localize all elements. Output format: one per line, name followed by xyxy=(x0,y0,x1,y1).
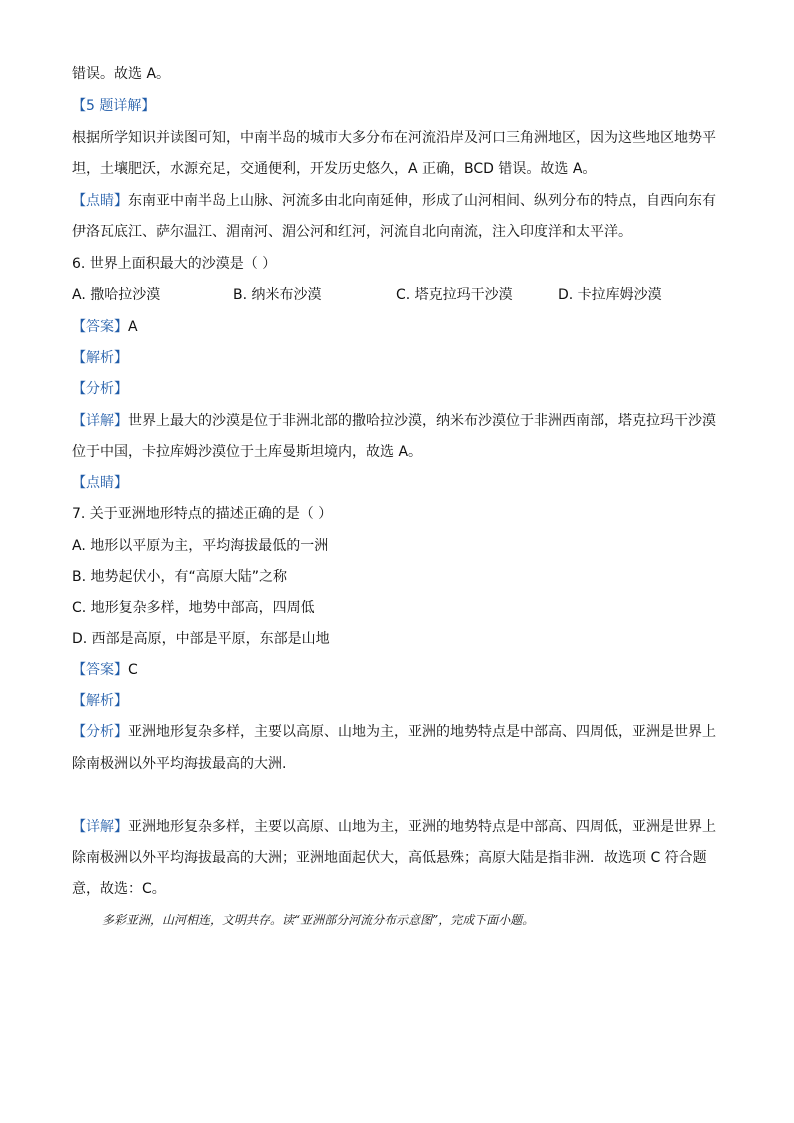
q7-detail xyxy=(72,817,716,837)
q6-answer xyxy=(72,317,138,337)
text-line: 除南极洲以外平均海拔最高的大洲. xyxy=(72,756,287,772)
q7-jiexi-label: 【解析】 xyxy=(72,693,128,709)
fenxi-text: 亚洲地形复杂多样，主要以高原、山地为主，亚洲的地势特点是中部高、四周低，亚洲是世界上 xyxy=(128,724,716,740)
text-line: 意，故选：C。 xyxy=(72,881,166,897)
answer-label: 【答案】 xyxy=(72,662,128,678)
q6-detail xyxy=(72,411,716,431)
text-line: 坦，土壤肥沃，水源充足，交通便利，开发历史悠久，A 正确，BCD 错误。故选 A。 xyxy=(72,161,597,177)
answer-value: C xyxy=(128,662,138,678)
detail-label: 【详解】 xyxy=(72,819,128,835)
q6-option-c: C. 塔克拉玛干沙漠 xyxy=(396,287,513,303)
q6-option-d: D. 卡拉库姆沙漠 xyxy=(558,287,662,303)
q6-dianjing-label: 【点睛】 xyxy=(72,475,128,491)
q7-option-a: A. 地形以平原为主，平均海拔最低的一洲 xyxy=(72,538,329,554)
fenxi-label: 【分析】 xyxy=(72,724,128,740)
detail-label: 【详解】 xyxy=(72,413,128,429)
q6-jiexi-label: 【解析】 xyxy=(72,350,128,366)
section-label-q5-detail: 【5 题详解】 xyxy=(72,98,156,114)
question-7-stem: 7. 关于亚洲地形特点的描述正确的是（ ） xyxy=(72,506,333,522)
text-line: 错误。故选 A。 xyxy=(72,66,171,82)
question-6-stem: 6. 世界上面积最大的沙漠是（ ） xyxy=(72,256,277,272)
text-line: 伊洛瓦底江、萨尔温江、湄南河、湄公河和红河，河流自北向南流，注入印度洋和太平洋。 xyxy=(72,224,632,240)
dianjing-paragraph xyxy=(72,191,716,211)
q7-option-b: B. 地势起伏小，有“高原大陆”之称 xyxy=(72,569,288,585)
q7-option-c: C. 地形复杂多样，地势中部高，四周低 xyxy=(72,600,315,616)
answer-value: A xyxy=(128,319,138,335)
dianjing-label: 【点睛】 xyxy=(72,193,128,209)
section-intro-note: 多彩亚洲，山河相连，文明共存。读“亚洲部分河流分布示意图”，完成下面小题。 xyxy=(102,913,535,927)
detail-text: 世界上最大的沙漠是位于非洲北部的撒哈拉沙漠，纳米布沙漠位于非洲西南部，塔克拉玛干沙漠 xyxy=(128,413,716,429)
text-line: 根据所学知识并读图可知，中南半岛的城市大多分布在河流沿岸及河口三角洲地区，因为这些地区地势平 xyxy=(72,130,716,146)
q7-option-d: D. 西部是高原，中部是平原，东部是山地 xyxy=(72,631,330,647)
detail-text: 亚洲地形复杂多样，主要以高原、山地为主，亚洲的地势特点是中部高、四周低，亚洲是世界上 xyxy=(128,819,716,835)
q7-answer xyxy=(72,660,138,680)
q7-fenxi xyxy=(72,722,716,742)
text-line: 位于中国，卡拉库姆沙漠位于土库曼斯坦境内，故选 A。 xyxy=(72,444,423,460)
answer-label: 【答案】 xyxy=(72,319,128,335)
text-line: 除南极洲以外平均海拔最高的大洲；亚洲地面起伏大，高低悬殊；高原大陆是指非洲．故选项 C 符合题 xyxy=(72,850,707,866)
q6-option-a: A. 撒哈拉沙漠 xyxy=(72,287,161,303)
dianjing-text: 东南亚中南半岛上山脉、河流多由北向南延伸，形成了山河相间、纵列分布的特点，自西向东有 xyxy=(128,193,716,209)
q6-option-b: B. 纳米布沙漠 xyxy=(233,287,322,303)
q6-fenxi-label: 【分析】 xyxy=(72,381,128,397)
